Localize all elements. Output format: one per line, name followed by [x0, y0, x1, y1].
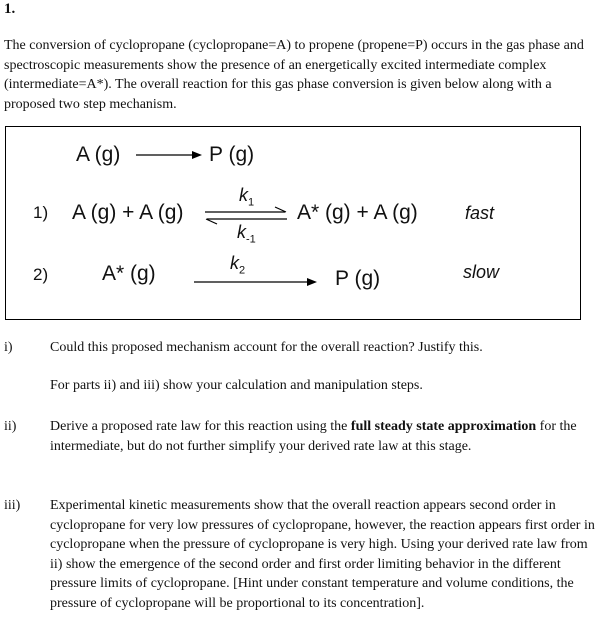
question-number: 1. [4, 1, 16, 17]
step2-product: P (g) [335, 267, 381, 290]
part-iii-text: Experimental kinetic measurements show that the overall reaction appears second order in cyclopropane for very low pressures of cyclopropane, however, the reaction appears first order in cyclopropane when the pressure of cyclopropane is very high. Using your derived rate law from ii) show the emergence of the second order and first order limiting behavior in the different pressure limits of cyclopropane. [Hint under constant temperature and volume conditions, the pressure of cyclopropane will be proportional to its concentration]. [50, 498, 595, 611]
part-i-text: Could this proposed mechanism account for the overall reaction? Justify this. [50, 340, 483, 355]
overall-reactant: A (g) [76, 143, 121, 166]
step2-reactant: A* (g) [102, 262, 156, 285]
step1-k-forward: $k_1$ [239, 185, 255, 209]
step2-arrow [192, 276, 320, 288]
instruction-text: For parts ii) and iii) show your calculation and manipulation steps. [50, 378, 423, 393]
overall-arrow [134, 148, 204, 162]
step1-reactants: A (g) + A (g) [72, 201, 184, 224]
step2-label: 2) [33, 265, 49, 284]
overall-product: P (g) [209, 143, 255, 166]
step2-k: $k_2$ [230, 253, 246, 277]
part-ii-text: Derive a proposed rate law for this reaction using the full steady state approximation for the intermediate, but do not further simplify your derived rate law at this stage. [50, 419, 577, 454]
part-iii-label: iii) [4, 498, 21, 513]
step1-label: 1) [33, 203, 49, 222]
part-ii-label: ii) [4, 419, 17, 434]
step1-products: A* (g) + A (g) [297, 201, 418, 224]
question-intro: The conversion of cyclopropane (cyclopropane=A) to propene (propene=P) occurs in the gas phase and spectroscopic measurements show the presence of an energetically excited intermediate complex (intermediate=A*). The overall reaction for this gas phase conversion is given below along with a proposed two step mechanism. [4, 38, 584, 112]
step1-note: fast [465, 203, 495, 223]
step1-k-reverse: $k_{-1}$ [237, 222, 256, 246]
part-ii-emphasis: full steady state approximation [350, 419, 537, 434]
step2-note: slow [463, 262, 500, 282]
part-i-label: i) [4, 340, 13, 355]
